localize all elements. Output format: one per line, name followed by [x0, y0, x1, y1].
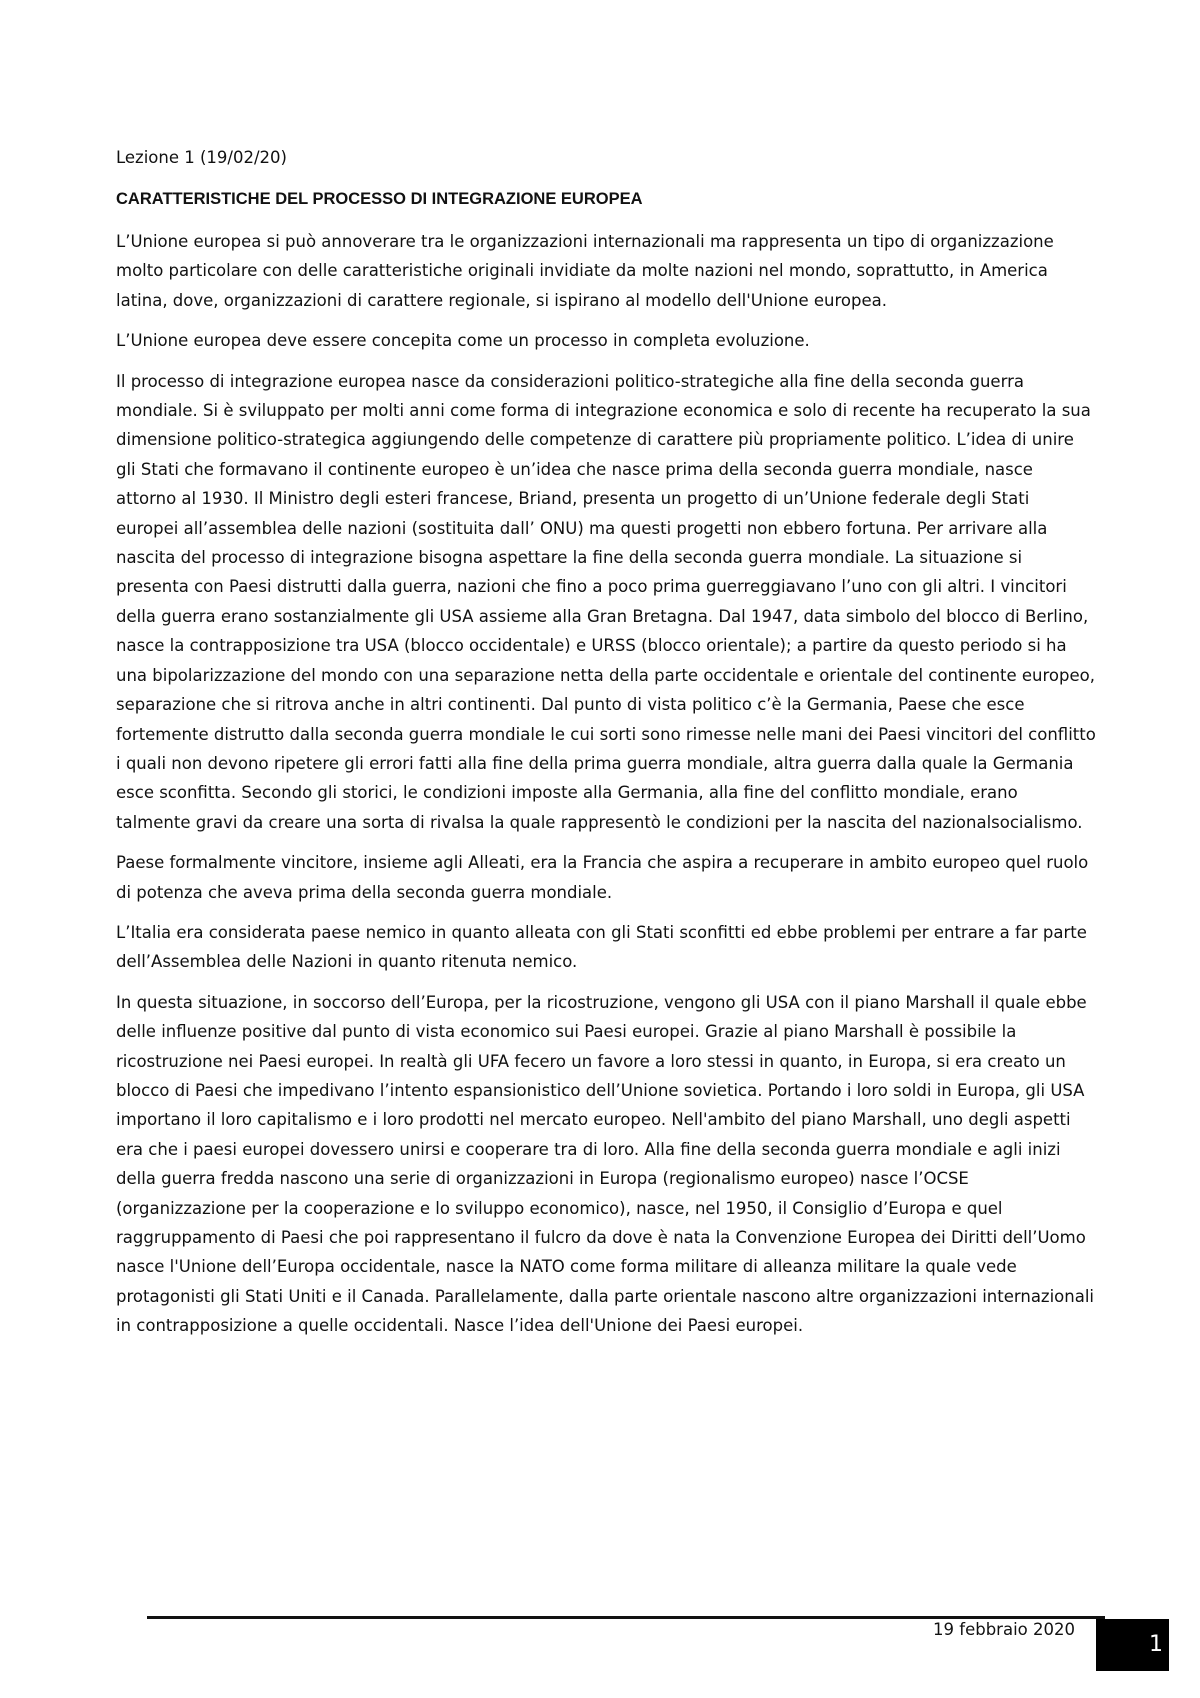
footer-date: 19 febbraio 2020 [933, 1620, 1075, 1639]
page-content [116, 148, 1096, 1352]
paragraph: L’Unione europea si può annoverare tra le organizzazioni internazionali ma rappresenta un tipo di organizzazione molto particolare con delle caratteristiche originali invidiate da molte nazioni nel mondo, soprattutto, in America latina, dove, organizzazioni di carattere regionale, si ispirano al modello dell'Unione europea. [116, 232, 1054, 310]
paragraph: L’Italia era considerata paese nemico in quanto alleata con gli Stati sconfitti ed ebbe problemi per entrare a far parte dell’Assemblea delle Nazioni in quanto ritenuta nemico. [116, 922, 1087, 972]
paragraph: In questa situazione, in soccorso dell’Europa, per la ricostruzione, vengono gli USA con il piano Marshall il quale ebbe delle influenze positive dal punto di vista economico sui Paesi europei. Grazie al piano Marshall è possibile la ricostruzione nei Paesi europei. In realtà gli UFA fecero un favore a loro stessi in quanto, in Europa, si era creato un blocco di Paesi che impedivano l’intento espansionistico dell’Unione sovietica. Portando i loro soldi in Europa, gli USA importano il loro capitalismo e i loro prodotti nel mercato europeo. Nell'ambito del piano Marshall, uno degli aspetti era che i paesi europei dovessero unirsi e cooperare tra di loro. Alla fine della seconda guerra mondiale e agli inizi della guerra fredda nascono una serie di organizzazioni in Europa (regionalismo europeo) nasce l’OCSE (organizzazione per la cooperazione e lo sviluppo economico), nasce, nel 1950, il Consiglio d’Europa e quel raggruppamento di Paesi che poi rappresentano il fulcro da dove è nata la Convenzione Europea dei Diritti dell’Uomo nasce l'Unione dell’Europa occidentale, nasce la NATO come forma militare di alleanza militare la quale vede protagonisti gli Stati Uniti e il Canada. Parallelamente, dalla parte orientale nascono altre organizzazioni internazionali in contrapposizione a quelle occidentali. Nasce l’idea dell'Unione dei Paesi europei. [116, 992, 1095, 1336]
lesson-label: Lezione 1 (19/02/20) [116, 148, 287, 167]
paragraph: Il processo di integrazione europea nasce da considerazioni politico-strategiche alla fine della seconda guerra mondiale. Si è sviluppato per molti anni come forma di integrazione economica e solo di recente ha recuperato la sua dimensione politico-strategica aggiungendo delle competenze di carattere più propriamente politico. L’idea di unire gli Stati che formavano il continente europeo è un’idea che nasce prima della seconda guerra mondiale, nasce attorno al 1930. Il Ministro degli esteri francese, Briand, presenta un progetto di un’Unione federale degli Stati europei all’assemblea delle nazioni (sostituita dall’ ONU) ma questi progetti non ebbero fortuna. Per arrivare alla nascita del processo di integrazione bisogna aspettare la fine della seconda guerra mondiale. La situazione si presenta con Paesi distrutti dalla guerra, nazioni che fino a poco prima guerreggiavano l’uno con gli altri. I vincitori della guerra erano sostanzialmente gli USA assieme alla Gran Bretagna. Dal 1947, data simbolo del blocco di Berlino, nasce la contrapposizione tra USA (blocco occidentale) e URSS (blocco orientale); a partire da questo periodo si ha una bipolarizzazione del mondo con una separazione netta della parte occidentale e orientale del continente europeo, separazione che si ritrova anche in altri continenti. Dal punto di vista politico c’è la Germania, Paese che esce fortemente distrutto dalla seconda guerra mondiale le cui sorti sono rimesse nelle mani dei Paesi vincitori del conflitto i quali non devono ripetere gli errori fatti alla fine della prima guerra mondiale, altra guerra dalla quale la Germania esce sconfitta. Secondo gli storici, le condizioni imposte alla Germania, alla fine del conflitto mondiale, erano talmente gravi da creare una sorta di rivalsa la quale rappresentò le condizioni per la nascita del nazionalsocialismo. [116, 371, 1096, 832]
paragraph: L’Unione europea deve essere concepita come un processo in completa evoluzione. [116, 331, 810, 351]
paragraph: Paese formalmente vincitore, insieme agli Alleati, era la Francia che aspira a recuperare in ambito europeo quel ruolo di potenza che aveva prima della seconda guerra mondiale. [116, 853, 1089, 902]
section-heading: CARATTERISTICHE DEL PROCESSO DI INTEGRAZIONE EUROPEA [116, 190, 643, 208]
footer-divider [147, 1616, 1105, 1619]
page-number: 1 [1096, 1619, 1169, 1671]
